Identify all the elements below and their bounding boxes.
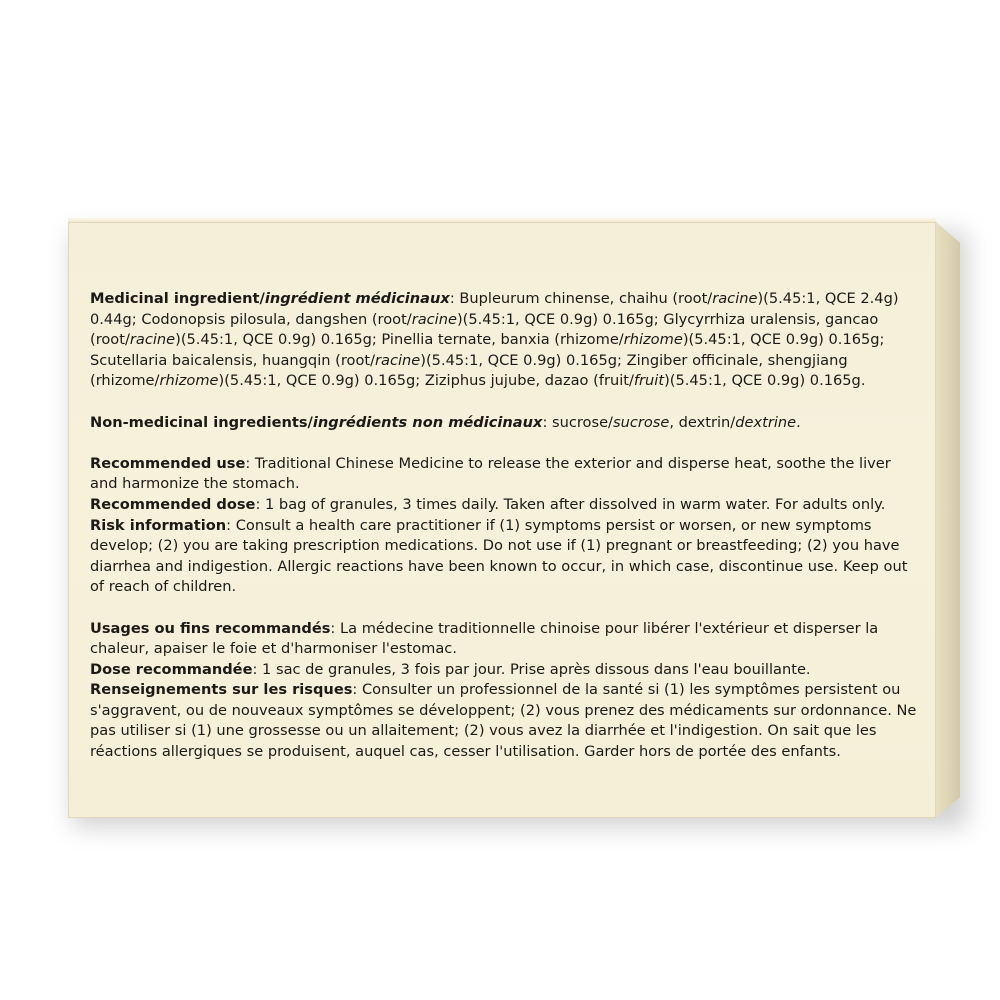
medicinal-ingredients (90, 289, 920, 392)
box-side-panel (936, 222, 960, 818)
non-medicinal-heading-fr: ingrédients non médicinaux (312, 413, 543, 431)
renseignements-heading: Renseignements sur les risques (90, 681, 353, 699)
risk-information-en (90, 516, 920, 598)
risk-information-heading: Risk information (90, 516, 227, 534)
recommended-use-text: : Traditional Chinese Medicine to release the exterior and disperse heat, soothe the liver and harmonize the stomach. (90, 454, 891, 493)
non-medicinal-text-fr: sucrose (612, 413, 670, 431)
medicinal-text: )(5.45:1, QCE 0.9g) 0.165g; Zingiber officinale, shengjiang (rhizome/ (90, 351, 848, 390)
dose-recommandee-text: : 1 sac de granules, 3 fois par jour. Prise après dissous dans l'eau bouillante. (252, 660, 811, 678)
medicinal-text-fr: fruit (633, 372, 665, 390)
recommended-dose-en (90, 495, 920, 516)
dose-recommandee-heading: Dose recommandée (90, 660, 253, 678)
usages-text: : La médecine traditionnelle chinoise pour libérer l'extérieur et disperser la chaleur, apaiser le foie et d'harmoniser l'estomac. (90, 619, 879, 658)
recommended-dose-text: : 1 bag of granules, 3 times daily. Taken after dissolved in warm water. For adults only. (255, 495, 886, 513)
medicinal-text-fr: racine (129, 331, 176, 349)
medicinal-text: )(5.45:1, QCE 2.4g) 0.44g; Codonopsis pilosula, dangshen (root/ (90, 290, 899, 328)
renseignements-text: : Consulter un professionnel de la santé si (1) les symptômes persistent ou s'aggravent, ou de nouveaux symptômes se développent; (2) vous prenez des médicaments sur ordonnance. Ne pas utiliser si (1) une grossesse ou un allaitement; (2) vous avez la diarrhée et l'indigestion. On sait que les réactions allergiques se produisent, auquel cas, cesser l'utilisation. Garder hors de portée des enfants. (90, 681, 917, 761)
medicinal-text: )(5.45:1, QCE 0.9g) 0.165g. (664, 372, 866, 390)
medicinal-text: : Bupleurum chinense, chaihu (root/ (449, 290, 713, 307)
non-medicinal-text: : sucrose/ (542, 413, 613, 431)
recommended-use-heading: Recommended use (90, 454, 246, 472)
medicinal-text-fr: rhizome (623, 331, 683, 349)
medicinal-text-fr: racine (411, 310, 457, 328)
non-medicinal-text: , dextrin/ (669, 413, 736, 431)
recommended-dose-heading: Recommended dose (90, 495, 256, 513)
risk-information-text: : Consult a health care practitioner if (1) symptoms persist or worsen, or new symptoms develop; (2) you are taking prescription medications. Do not use if (1) pregnant or breastfeeding; (2) you have diarrhea and indigestion. Allergic reactions have been known to occur, in which case, discontinue use. Keep out of reach of children. (90, 516, 908, 596)
recommended-dose-fr (90, 660, 920, 681)
non-medicinal-heading-en: Non-medicinal ingredients/ (90, 413, 313, 431)
medicinal-text-fr: racine (712, 290, 758, 307)
usages-heading: Usages ou fins recommandés (90, 619, 331, 637)
medicinal-text: )(5.45:1, QCE 0.9g) 0.165g; Ziziphus jujube, dazao (fruit/ (218, 372, 634, 390)
medicinal-heading-fr: ingrédient médicinaux (264, 290, 450, 307)
medicinal-text: )(5.45:1, QCE 0.9g) 0.165g; Pinellia ternate, banxia (rhizome/ (175, 331, 624, 349)
non-medicinal-text: . (796, 413, 801, 431)
recommended-use-fr (90, 619, 920, 660)
medicinal-text: )(5.45:1, QCE 0.9g) 0.165g; Scutellaria baicalensis, huangqin (root/ (90, 331, 885, 369)
non-medicinal-text-fr: dextrine (735, 413, 797, 431)
medicinal-text: )(5.45:1, QCE 0.9g) 0.165g; Glycyrrhiza uralensis, gancao (root/ (90, 310, 879, 349)
medicinal-text-fr: rhizome (159, 372, 219, 390)
medicinal-text-fr: racine (375, 351, 421, 369)
ingredient-label (90, 289, 920, 763)
risk-information-fr (90, 680, 920, 762)
non-medicinal-ingredients (90, 413, 920, 434)
recommended-use-en (90, 454, 920, 495)
medicinal-heading-en: Medicinal ingredient/ (90, 290, 265, 307)
